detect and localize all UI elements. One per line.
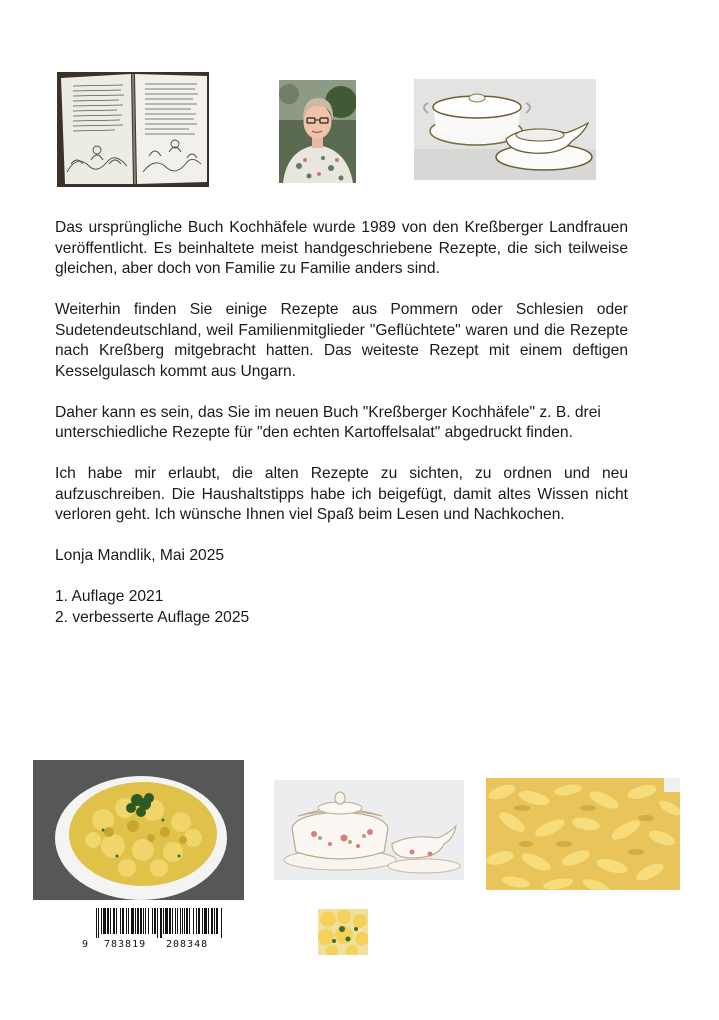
foreword-paragraph-1: Das ursprüngliche Buch Kochhäfele wurde 1989 von den Kreßberger Landfrauen veröffentlicht. Es beinhaltete meist handgeschriebene Rezepte, die sich teilweise gleichen, aber doch von Familie zu Familie anders sind. <box>55 219 628 277</box>
small-potato-salad-thumbnail <box>318 909 368 955</box>
barcode-bar <box>186 908 188 934</box>
barcode-bar <box>193 908 194 934</box>
barcode-bar <box>211 908 213 934</box>
barcode-bar <box>198 908 200 934</box>
barcode-bar <box>204 908 207 934</box>
isbn-barcode <box>78 906 224 954</box>
foreword-paragraph-2: Weiterhin finden Sie einige Rezepte aus Pommern oder Schlesien oder Sudetendeutschland, weil Familienmitglieder "Geflüchtete" waren und die Rezepte nach Kreßberg mitgebracht hatten. Das weiteste Rezept mit einem deftigen Kesselgulasch kommt aus Ungarn. <box>55 301 628 380</box>
barcode-bar <box>120 908 121 934</box>
barcode-bar <box>177 908 178 934</box>
potato-salad-bowl-photo <box>33 760 244 900</box>
barcode-bar <box>148 908 149 934</box>
barcode-bar <box>98 908 99 938</box>
barcode-bar <box>160 908 162 938</box>
barcode-bar <box>96 908 97 938</box>
barcode-bar <box>143 908 144 934</box>
barcode-bar <box>165 908 168 934</box>
barcode-bar <box>113 908 115 934</box>
barcode-bar <box>189 908 190 934</box>
barcode-bar <box>157 908 158 938</box>
barcode-bar <box>122 908 124 934</box>
barcode-bar <box>154 908 156 934</box>
barcode-bar <box>103 908 106 934</box>
barcode-bars <box>96 908 222 938</box>
barcode-bar <box>110 908 111 934</box>
barcode-bar <box>208 908 209 934</box>
barcode-bar <box>145 908 146 934</box>
barcode-bar <box>172 908 173 934</box>
barcode-bar <box>221 908 222 938</box>
barcode-bar <box>180 908 181 934</box>
barcode-bar <box>131 908 134 934</box>
barcode-bar <box>163 908 164 934</box>
edition-second: 2. verbesserte Auflage 2025 <box>55 608 250 626</box>
barcode-bar <box>128 908 129 934</box>
barcode-bar <box>182 908 183 934</box>
barcode-left-digits: 783819 <box>104 939 147 950</box>
barcode-bar <box>202 908 203 934</box>
porcelain-tureen-gravy-boat-photo <box>414 79 596 180</box>
barcode-bar <box>137 908 139 934</box>
edition-first: 1. Auflage 2021 <box>55 588 164 605</box>
foreword-paragraph-4: Ich habe mir erlaubt, die alten Rezepte zu sichten, zu ordnen und neu aufzuschreiben. Die Haushaltstipps habe ich beigefügt, damit altes Wissen nicht verloren geht. Ich wünsche Ihnen viel Spaß beim Lesen und Nachkochen. <box>55 465 628 523</box>
barcode-bar <box>169 908 171 934</box>
spaetzle-photo <box>486 778 680 890</box>
foreword-text <box>55 218 628 628</box>
barcode-bar <box>214 908 215 934</box>
barcode-bar <box>107 908 109 934</box>
barcode-bar <box>152 908 153 934</box>
barcode-bar <box>184 908 185 934</box>
foreword-paragraph-3: Daher kann es sein, das Sie im neuen Buch "Kreßberger Kochhäfele" z. B. drei unterschiedliche Rezepte für "den echten Kartoffelsalat" abgedruckt finden. <box>55 403 601 441</box>
handwritten-recipe-book-photo <box>57 72 209 187</box>
author-signature: Lonja Mandlik, Mai 2025 <box>55 547 225 564</box>
floral-tureen-set-photo <box>274 780 464 880</box>
author-portrait-photo <box>279 80 356 183</box>
barcode-bar <box>140 908 142 934</box>
barcode-bar <box>196 908 197 934</box>
barcode-first-digit: 9 <box>82 939 90 950</box>
barcode-bar <box>101 908 102 934</box>
barcode-right-digits: 208348 <box>166 939 209 950</box>
barcode-bar <box>126 908 127 934</box>
barcode-bar <box>135 908 136 934</box>
barcode-bar <box>175 908 176 934</box>
barcode-bar <box>116 908 117 934</box>
barcode-bar <box>216 908 218 934</box>
